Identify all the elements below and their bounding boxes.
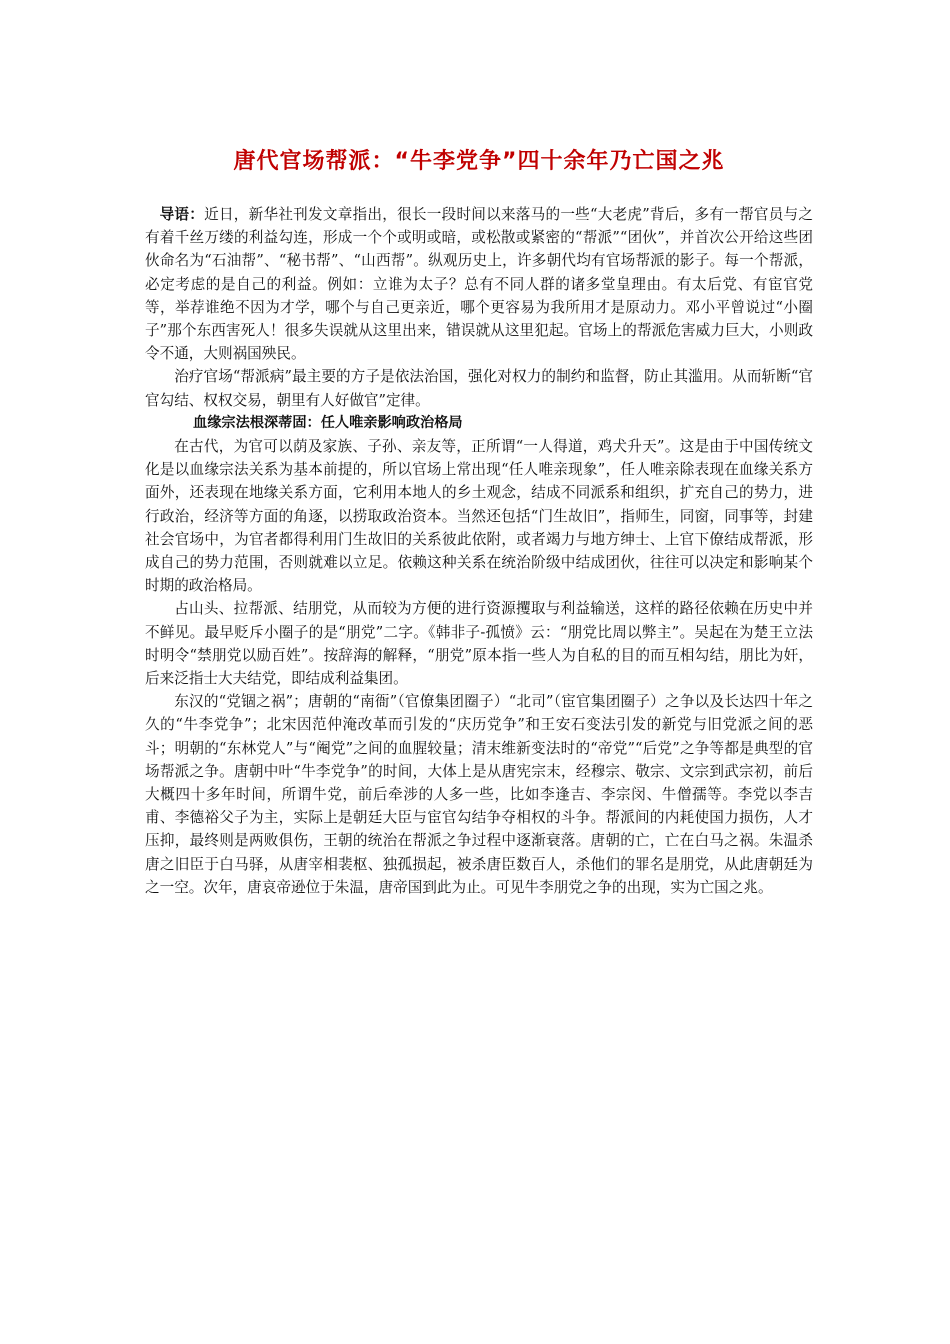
document-page bbox=[145, 0, 813, 899]
section-subheading: 血缘宗法根深蒂固：任人唯亲影响政治格局 bbox=[193, 414, 463, 431]
article-body bbox=[145, 203, 813, 899]
lead-paragraph bbox=[145, 203, 813, 365]
article-title: 唐代官场帮派：“牛李党争”四十余年乃亡国之兆 bbox=[233, 149, 725, 174]
paragraph-5: 东汉的“党锢之祸”；唐朝的“南衙”（官僚集团圈子）“北司”（宦官集团圈子）之争以及长达四十年之久的“牛李党争”；北宋因范仲淹改革而引发的“庆历党争”和王安石变法引发的新党与旧党派之间的恶斗；明朝的“东林党人”与“阉党”之间的血腥较量；清末维新变法时的“帝党”“后党”之争等都是典型的官场帮派之争。唐朝中叶“牛李党争”的时间，大体上是从唐宪宗末，经穆宗、敬宗、文宗到武宗初，前后大概四十多年时间，所谓牛党，前后牵涉的人多一些，比如李逢吉、李宗闵、牛僧孺等。李党以李吉甫、李德裕父子为主，实际上是朝廷大臣与宦官勾结争夺相权的斗争。帮派间的内耗使国力损伤，人才压抑，最终则是两败俱伤，王朝的统治在帮派之争过程中逐渐衰落。唐朝的亡，亡在白马之祸。朱温杀唐之旧臣于白马驿，从唐宰相裴枢、独孤损起，被杀唐臣数百人，杀他们的罪名是朋党，从此唐朝廷为之一空。次年，唐哀帝逊位于朱温，唐帝国到此为止。可见牛李朋党之争的出现，实为亡国之兆。 bbox=[145, 693, 813, 896]
paragraph-4: 占山头、拉帮派、结朋党，从而较为方便的进行资源攫取与利益输送，这样的路径依赖在历史中并不鲜见。最早贬斥小圈子的是“朋党”二字。《韩非子-孤愤》云：“朋党比周以弊主”。吴起在为楚王立法时明令“禁朋党以励百姓”。按辞海的解释，“朋党”原本指一些人为自私的目的而互相勾结，朋比为奸，后来泛指士大夫结党，即结成利益集团。 bbox=[145, 600, 813, 688]
lead-label: 导语： bbox=[159, 206, 205, 223]
paragraph-3: 在古代，为官可以荫及家族、子孙、亲友等，正所谓“一人得道，鸡犬升天”。这是由于中国传统文化是以血缘宗法关系为基本前提的，所以官场上常出现“任人唯亲现象”，任人唯亲除表现在血缘关系方面外，还表现在地缘关系方面，它利用本地人的乡土观念，结成不同派系和组织，扩充自己的势力，进行政治，经济等方面的角逐，以捞取政治资本。当然还包括“门生故旧”，指师生，同窗，同事等，封建社会官场中，为官者都得利用门生故旧的关系彼此依附，或者竭力与地方绅士、上官下僚结成帮派，形成自己的势力范围，否则就难以立足。依赖这种关系在统治阶级中结成团伙，往往可以决定和影响某个时期的政治格局。 bbox=[145, 438, 813, 595]
lead-text: 近日，新华社刊发文章指出，很长一段时间以来落马的一些“大老虎”背后，多有一帮官员与之有着千丝万缕的利益勾连，形成一个个或明或暗，或松散或紧密的“帮派”“团伙”，并首次公开给这些团伙命名为“石油帮”、“秘书帮”、“山西帮”。纵观历史上，许多朝代均有官场帮派的影子。每一个帮派，必定考虑的是自己的利益。例如：立谁为太子？总有不同人群的诸多堂皇理由。有太后党、有宦官党等，举荐谁绝不因为才学，哪个与自己更亲近，哪个更容易为我所用才是原动力。邓小平曾说过“小圈子”那个东西害死人！很多失误就从这里出来，错误就从这里犯起。官场上的帮派危害威力巨大，小则政令不通，大则祸国殃民。 bbox=[145, 206, 813, 363]
paragraph-2: 治疗官场“帮派病”最主要的方子是依法治国，强化对权力的制约和监督，防止其滥用。从而斩断“官官勾结、权权交易，朝里有人好做官”定律。 bbox=[145, 368, 813, 409]
